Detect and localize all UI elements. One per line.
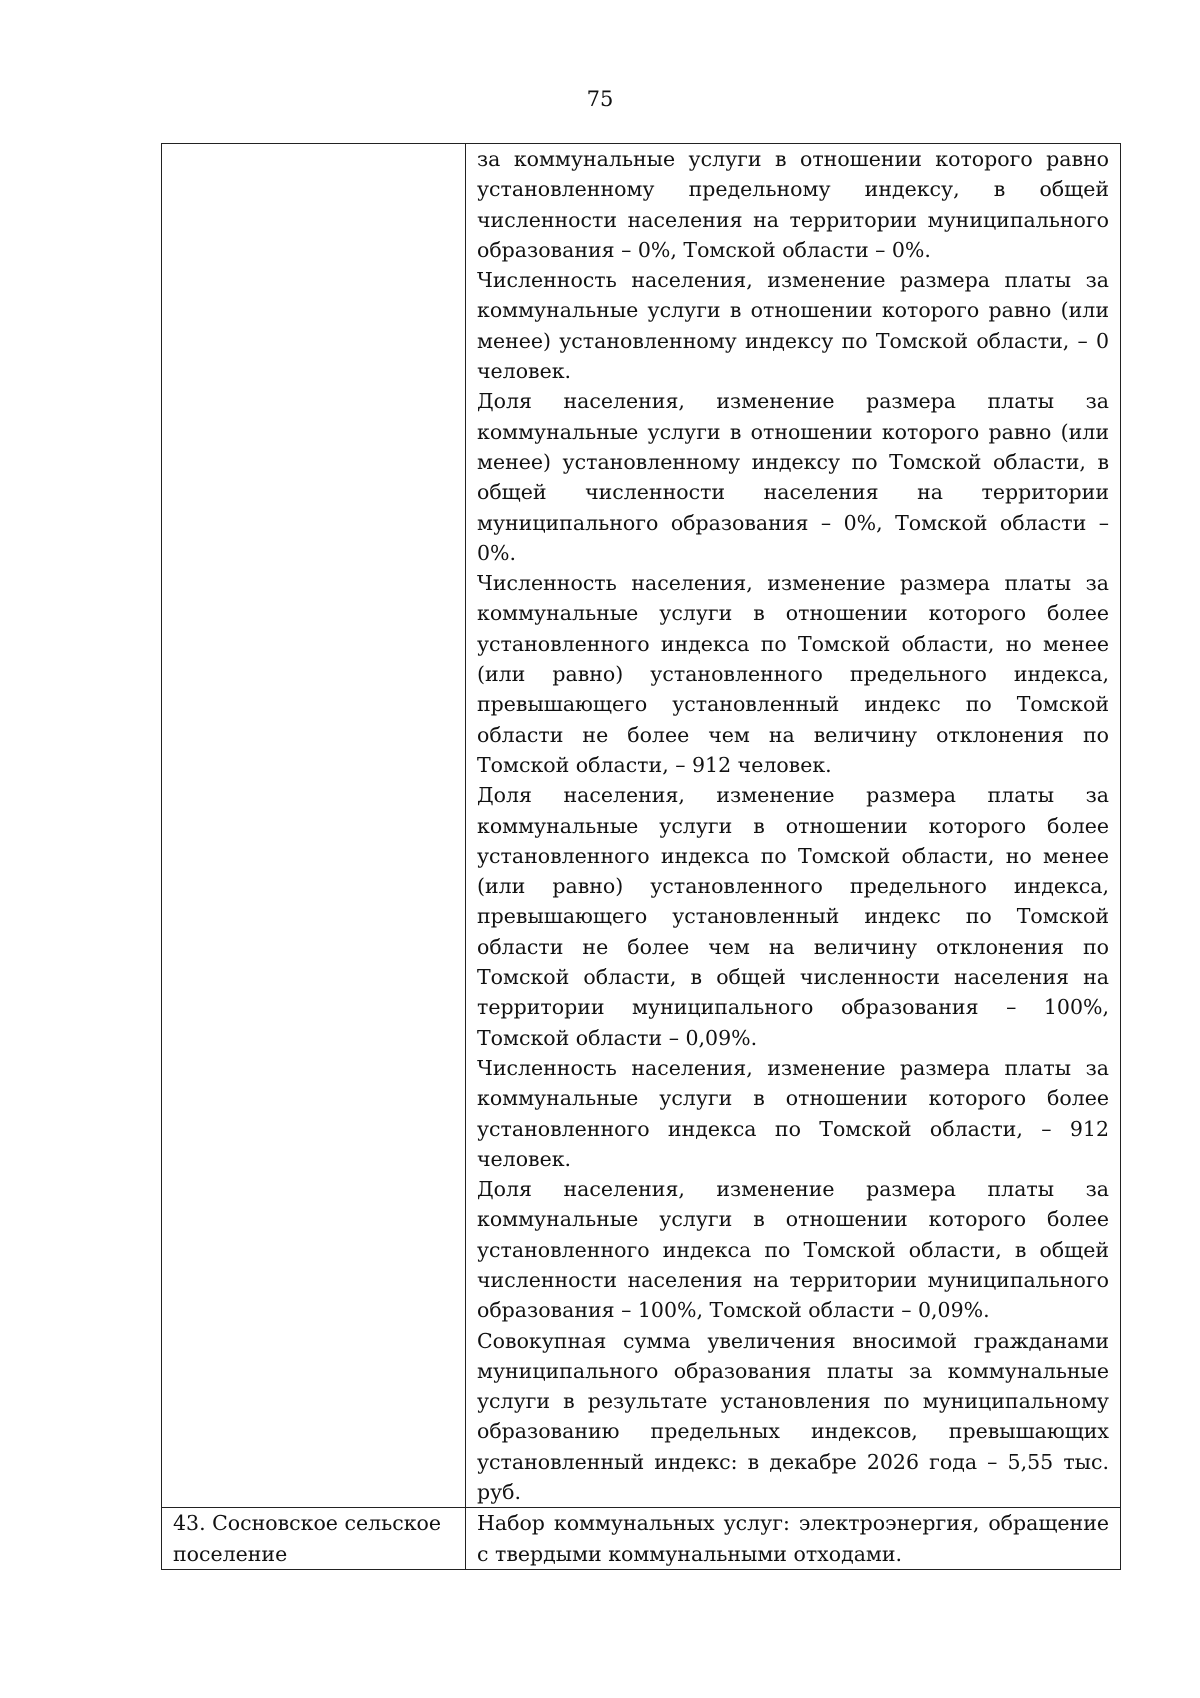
table-row (162, 1508, 1121, 1570)
description-paragraph: Набор коммунальных услуг: электроэнергия, обращение с твердыми коммунальными отходами. (477, 1511, 1109, 1566)
description-paragraph: Численность населения, изменение размера платы за коммунальные услуги в отношении которого более установленного индекса по Томской области, но менее (или равно) установленного предельного индекса, превышающего установленный индекс по Томской области не более чем на величину отклонения по Томской области, – 912 человек. (477, 571, 1109, 777)
description-paragraph: Совокупная сумма увеличения вносимой гражданами муниципального образования платы за коммунальные услуги в результате установления по муниципальному образованию предельных индексов, превышающих установленный индекс: в декабре 2026 года – 5,55 тыс. руб. (477, 1328, 1109, 1505)
municipality-cell (162, 144, 466, 1508)
page-number: 75 (586, 87, 614, 111)
description-paragraph: Численность населения, изменение размера платы за коммунальные услуги в отношении которого равно (или менее) установленному индексу по Томской области, – 0 человек. (477, 268, 1109, 384)
description-cell (466, 144, 1121, 1508)
description-paragraph: Доля населения, изменение размера платы за коммунальные услуги в отношении которого более установленного индекса по Томской области, в общей численности населения на территории муниципального образования – 100%, Томской области – 0,09%. (477, 1177, 1109, 1323)
description-paragraph: Доля населения, изменение размера платы за коммунальные услуги в отношении которого более установленного индекса по Томской области, но менее (или равно) установленного предельного индекса, превышающего установленный индекс по Томской области не более чем на величину отклонения по Томской области, в общей численности населения на территории муниципального образования – 100%, Томской области – 0,09%. (477, 783, 1109, 1050)
municipality-cell (162, 1508, 466, 1570)
description-paragraph: за коммунальные услуги в отношении которого равно установленному предельному индексу, в общей численности населения на территории муниципального образования – 0%, Томской области – 0%. (477, 147, 1109, 262)
description-paragraph: Численность населения, изменение размера платы за коммунальные услуги в отношении которого более установленного индекса по Томской области, – 912 человек. (477, 1055, 1109, 1171)
table-row (162, 144, 1121, 1508)
description-paragraph: Доля населения, изменение размера платы за коммунальные услуги в отношении которого равно (или менее) установленному индексу по Томской области, в общей численности населения на территории муниципального образования – 0%, Томской области – 0%. (477, 389, 1109, 565)
municipality-name: 43. Сосновское сельское поселение (173, 1511, 442, 1566)
description-cell (466, 1508, 1121, 1570)
municipality-table (161, 143, 1121, 1570)
